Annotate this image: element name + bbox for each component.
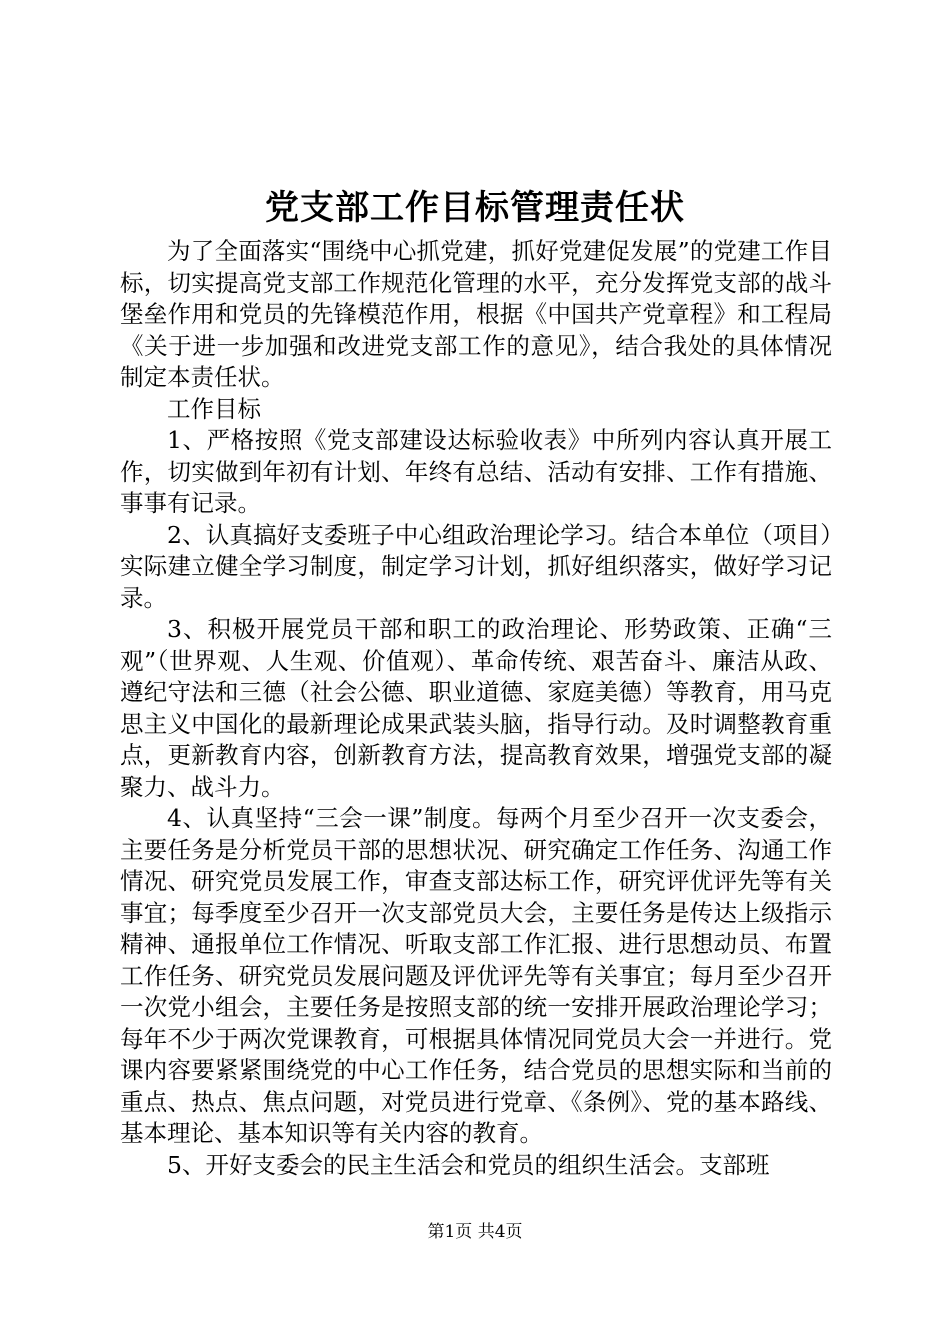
document-body bbox=[120, 236, 832, 1181]
goal-paragraph-3: 3、积极开展党员干部和职工的政治理论、形势政策、正确“三观”（世界观、人生观、价值观）、革命传统、艰苦奋斗、廉洁从政、遵纪守法和三德（社会公德、职业道德、家庭美德）等教育，用马克思主义中国化的最新理论成果武装头脑，指导行动。及时调整教育重点，更新教育内容，创新教育方法，提高教育效果，增强党支部的凝聚力、战斗力。 bbox=[120, 615, 832, 801]
goal-paragraph-1: 1、严格按照《党支部建设达标验收表》中所列内容认真开展工作，切实做到年初有计划、年终有总结、活动有安排、工作有措施、事事有记录。 bbox=[120, 426, 832, 517]
goal-paragraph-4: 4、认真坚持“三会一课”制度。每两个月至少召开一次支委会，主要任务是分析党员干部的思想状况、研究确定工作任务、沟通工作情况、研究党员发展工作，审查支部达标工作，研究评优评先等有关事宜；每季度至少召开一次支部党员大会，主要任务是传达上级指示精神、通报单位工作情况、听取支部工作汇报、进行思想动员、布置工作任务、研究党员发展问题及评优评先等有关事宜；每月至少召开一次党小组会，主要任务是按照支部的统一安排开展政治理论学习；每年不少于两次党课教育，可根据具体情况同党员大会一并进行。党课内容要紧紧围绕党的中心工作任务，结合党员的思想实际和当前的重点、热点、焦点问题，对党员进行党章、《条例》、党的基本路线、基本理论、基本知识等有关内容的教育。 bbox=[120, 804, 832, 1147]
intro-paragraph: 为了全面落实“围绕中心抓党建，抓好党建促发展”的党建工作目标，切实提高党支部工作规范化管理的水平，充分发挥党支部的战斗堡垒作用和党员的先锋模范作用，根据《中国共产党章程》和工程局《关于进一步加强和改进党支部工作的意见》，结合我处的具体情况制定本责任状。 bbox=[120, 237, 832, 391]
goal-paragraph-2: 2、认真搞好支委班子中心组政治理论学习。结合本单位（项目）实际建立健全学习制度，制定学习计划，抓好组织落实，做好学习记录。 bbox=[120, 520, 832, 612]
section-heading-work-goals: 工作目标 bbox=[167, 394, 261, 423]
goal-paragraph-5: 5、开好支委会的民主生活会和党员的组织生活会。支部班 bbox=[167, 1150, 770, 1179]
document-title: 党支部工作目标管理责任状 bbox=[265, 188, 685, 228]
page-number-footer: 第1页 共4页 bbox=[427, 1222, 523, 1242]
